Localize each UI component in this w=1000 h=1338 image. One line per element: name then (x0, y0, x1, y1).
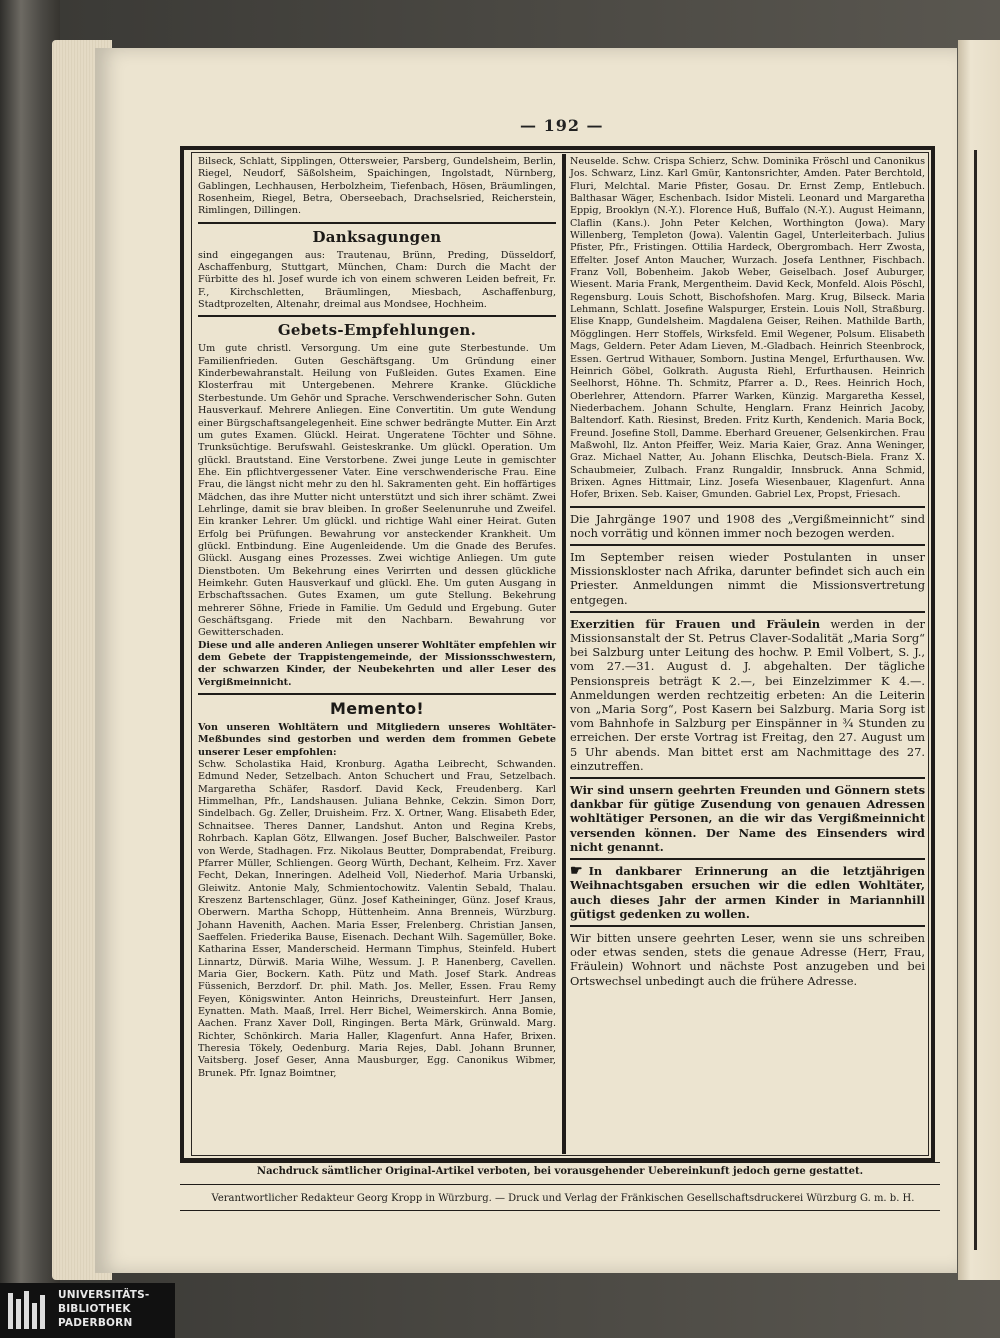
footer-rule (180, 1210, 940, 1211)
book-spine (0, 0, 60, 1338)
section-rule (570, 777, 925, 779)
memento-names: Schw. Scholastika Haid, Kronburg. Agatha Leibrecht, Schwanden. Edmund Neder, Setzelbach. Anton Schuchert und Frau, Setzelbach. Margaretha Schäfer, Rasdorf. David Keck, Freudenberg. Karl Himmelhan, Pfr., Landshausen. Juliana Behnke, Cekzin. Simon Dorr, Sindelbach. Gg. Zeller, Druisheim. Frz. X. Ortner, Wang. Elisabeth Eder, Schnaitsee. Theres Danner, Landshut. Anton und Regina Krebs, Rohrbach. Kaplan Götz, Ellwangen. Josef Bucher, Balschweiler. Pastor von Werde, Stadhagen. Frz. Nikolaus Beutter, Domprabendat, Freiburg. Pfarrer Müller, Schliengen. Georg Würth, Dechant, Kelheim. Frz. Xaver Fecht, Dekan, Inneringen. Adelheid Voll, Niederhof. Maria Urbanski, Gleiwitz. Antonie Maly, Schmientochowitz. Valentin Sebald, Thalau. Kreszenz Bartenschlager, Günz. Josef Katheininger, Günz. Josef Kraus, Oberwern. Martha Schopp, Hüttenheim. Anna Brenneis, Würzburg. Johann Havenith, Aachen. Maria Esser, Frelenberg. Christian Jansen, Saeffelen. Friederika Bause, Eisenach. Dechant Wilh. Sagemüller, Boke. Katharina Esser, Manderscheid. Hermann Timphus, Steinfeld. Hubert Linnartz, Dürwiß. Maria Wilhe, Wessum. J. P. Hanenberg, Cavellen. Maria Gier, Bockern. Kath. Pütz und Math. Josef Stark. Andreas Füssenich, Berzdorf. Dr. phil. Math. Jos. Meller, Essen. Frau Remy Feyen, Königswinter. Anton Heinrichs, Dreusteinfurt. Herr Jansen, Eynatten. Math. Maaß, Irrel. Herr Bichel, Weimerskirch. Anna Bomie, Aachen. Franz Xaver Doll, Ringingen. Berta Märk, Grünwald. Marg. Richter, Schönkirch. Maria Haller, Klagenfurt. Anna Hafer, Brixen. Theresia Tökely, Oedenburg. Maria Rejes, Dabl. Johann Brunner, Vaitsberg. Josef Geser, Anna Mausburger, Egg. Canonikus Wibmer, Brunek. Pfr. Ignaz Boimtner, (198, 759, 556, 1079)
notice-address-change: Wir bitten unsere geehrten Leser, wenn sie uns schreiben oder etwas senden, stets die genaue Adresse (Herr, Frau, Fräulein) Wohnort und nächste Post anzugeben und bei Ortswechsel unbedingt auch die frühere Adresse. (570, 930, 925, 988)
page-number: — 192 — (520, 116, 604, 135)
left-column (198, 156, 556, 1080)
place-list-intro: Bilseck, Schlatt, Sipplingen, Ottersweier, Parsberg, Gundelsheim, Berlin, Riegel, Neudorf, Säßolsheim, Spaichingen, Ingolstadt, Nürnberg, Gablingen, Lechhausen, Herbolzheim, Tiefenbach, Hösen, Bräumlingen, Rosenheim, Riegel, Betra, Oberseebach, Drachselsried, Reicherstein, Rimlingen, Dillingen. (198, 156, 556, 217)
notice-christmas (570, 864, 925, 921)
notice-addresses: Wir sind unsern geehrten Freunden und Gönnern stets dankbar für gütige Zusendung von genauen Adressen wohltätiger Personen, an die wir das Vergißmeinnicht versenden können. Der Name des Einsenders wird nicht genannt. (570, 783, 925, 854)
notice-back-issues: Die Jahrgänge 1907 und 1908 des „Vergißmeinnicht“ sind noch vorrätig und können immer noch bezogen werden. (570, 511, 925, 540)
notice-retreats (570, 617, 925, 773)
next-page-frame (974, 150, 1000, 1250)
section-rule (570, 506, 925, 508)
publisher-imprint: Verantwortlicher Redakteur Georg Kropp in Würzburg. — Druck und Verlag der Fränkischen Gesellschaftsdruckerei Würzburg G. m. b. H. (211, 1193, 915, 1204)
section-rule (198, 315, 556, 317)
library-watermark (0, 1283, 175, 1338)
notice-postulants: Im September reisen wieder Postulanten in unser Missionskloster nach Afrika, darunter befindet sich auch ein Priester. Anmeldungen nimmt die Missionsvertretung entgegen. (570, 550, 925, 607)
notice-retreats-lead: Exerzitien für Frauen und Fräulein (570, 616, 821, 631)
danksagungen-heading: Danksagungen (312, 227, 442, 246)
reprint-note: Nachdruck sämtlicher Original-Artikel verboten, bei vorausgehender Uebereinkunft jedoch gerne gestattet. (256, 1166, 864, 1177)
footer-rule (180, 1162, 940, 1163)
memento-heading: Memento! (329, 699, 425, 719)
library-name-line1: UNIVERSITÄTS- (58, 1289, 150, 1301)
section-rule (570, 925, 925, 927)
library-name (58, 1288, 149, 1330)
notice-christmas-text: In dankbarer Erinnerung an die letztjährigen Weihnachtsgaben ersuchen wir die edlen Wohltäter, auch dieses Jahr der armen Kinder in Mariannhill gütigst gedenken zu wollen. (570, 864, 925, 921)
library-name-line3: PADERBORN (58, 1317, 133, 1329)
section-rule (570, 858, 925, 860)
section-rule (198, 693, 556, 695)
section-rule (570, 611, 925, 613)
memento-intro: Von unseren Wohltätern und Mitgliedern unseres Wohltäter-Meßbundes sind gestorben und werden dem frommen Gebete unserer Leser empfohlen: (198, 722, 556, 758)
memento-names-continued: Neuselde. Schw. Crispa Schierz, Schw. Dominika Fröschl und Canonikus Jos. Schwarz, Linz. Karl Gmür, Kantonsrichter, Amden. Pater Berchtold, Fluri, Melchtal. Marie Pfister, Gosau. Dr. Ernst Zemp, Entlebuch. Balthasar Wäger, Eschenbach. Isidor Misteli. Leonard und Margaretha Eppig, Brooklyn (N.-Y.). Florence Huß, Buffalo (N.-Y.). August Heimann, Claflin (Kans.). John Peter Kelchen, Worthington (Jowa). Mary Willenberg, Templeton (Jowa). Valentin Gagel, Unterleiterbach. Julius Pfister, Pfr., Fristingen. Ottilia Hardeck, Obergrombach. Herr Zwosta, Effelter. Josef Anton Maucher, Wurzach. Josefa Lenthner, Fischbach. Franz Voll, Bobenheim. Jakob Weber, Geiselbach. Josef Auburger, Wiesent. Maria Frank, Mergentheim. David Keck, Monfeld. Alois Pöschl, Regensburg. Louis Schott, Bischofshofen. Marg. Krug, Bilseck. Maria Lehmann, Schlatt. Josefine Walspurger, Erstein. Louis Noll, Straßburg. Elise Knapp, Gundelsheim. Magdalena Geiser, Reihen. Mathilde Barth, Mögglingen. Herr Stoffels, Wirksfeld. Emil Wegener, Polsum. Elisabeth Mags, Geldern. Peter Adam Lieven, M.-Gladbach. Heinrich Steenbrock, Essen. Gertrud Withauer, Somborn. Justina Mengel, Erfurthausen. Ww. Heinrich Göbel, Golkrath. Augusta Riehl, Erfurthausen. Heinrich Seelhorst, Höhne. Th. Schmitz, Pfarrer a. D., Rees. Heinrich Hoch, Oberlehrer, Attendorn. Pfarrer Warken, Künzig. Margaretha Kessel, Niederbachem. Johann Schulte, Henglarn. Franz Heinrich Jacoby, Baltendorf. Kath. Riesinst, Breden. Fritz Kurth, Kendenich. Maria Bock, Freund. Josefine Stoll, Damme. Eberhard Greuener, Gelsenkirchen. Frau Maßwohl, Ilz. Anton Pfeiffer, Weiz. Maria Kaier, Graz. Anna Weninger, Graz. Michael Natter, Au. Johann Elischka, Deutsch-Biela. Franz X. Schaubmeier, Zulbach. Franz Rungaldir, Innsbruck. Anna Schmid, Brixen. Agnes Hittmair, Linz. Josefa Wiesenbauer, Klagenfurt. Anna Hofer, Brixen. Seb. Kaiser, Gmunden. Gabriel Lex, Propst, Friesach. (570, 156, 925, 501)
section-rule (198, 222, 556, 224)
pointing-hand-icon: ☛ (570, 863, 583, 880)
next-page-edge (958, 40, 1000, 1280)
library-logo-icon (6, 1289, 50, 1333)
library-name-line2: BIBLIOTHEK (58, 1303, 131, 1315)
notice-retreats-body: werden in der Missionsanstalt der St. Petrus Claver-Sodalität „Maria Sorg“ bei Salzburg unter Leitung des hochw. P. Emil Volbert, S. J., vom 27.—31. August d. J. abgehalten. Der tägliche Pensionspreis beträgt K 2.—, bei Einzelzimmer K 4.—. Anmeldungen werden rechtzeitig erbeten: An die Leiterin von „Maria Sorg“, Post Kasern bei Salzburg. Maria Sorg ist vom Bahnhofe in Salzburg per Einspänner in ¾ Stunden zu erreichen. Der erste Vortrag ist Freitag, den 27. August um 5 Uhr abends. Man bittet erst am Nachmittage des 27. einzutreffen. (570, 616, 925, 773)
footer-rule (180, 1184, 940, 1185)
gebets-closing: Diese und alle anderen Anliegen unserer Wohltäter empfehlen wir dem Gebete der Trappistengemeinde, der Missionsschwestern, der schwarzen Kinder, der Neubekehrten und aller Leser des Vergißmeinnicht. (198, 639, 556, 688)
gebets-text: Um gute christl. Versorgung. Um eine gute Sterbestunde. Um Familienfrieden. Guten Geschäftsgang. Um Gründung einer Kinderbewahranstalt. Heilung von Fußleiden. Gutes Examen. Eine Klosterfrau mit Untergebenen. Mehrere Kranke. Glückliche Sterbestunde. Um Gehör und Sprache. Verschwenderischer Sohn. Guten Hausverkauf. Mehrere Anliegen. Eine Convertitin. Um gute Wendung einer Bürgschaftsangelegenheit. Eine schwer bedrängte Mutter. Ein Arzt um gutes Examen. Glückl. Heirat. Ungeratene Töchter und Söhne. Trunksüchtige. Berufswahl. Geisteskranke. Um glückl. Operation. Um glückl. Brautstand. Eine Verstorbene. Zwei junge Leute in gemischter Ehe. Ein pflichtvergessener Vater. Eine verschwenderische Frau. Eine Frau, die längst nicht mehr zu den hl. Sakramenten geht. Ein hoffärtiges Mädchen, das ihre Mutter nicht unterstützt und sich ihrer schämt. Zwei Lehrlinge, damit sie brav bleiben. In großer Seelenunruhe und Zweifel. Ein kranker Lehrer. Um glückl. und richtige Wahl einer Heirat. Guten Erfolg bei Prüfungen. Bewahrung vor ansteckender Krankheit. Um glückl. Entbindung. Eine Augenleidende. Um die Gnade des Berufes. Glückl. Ausgang eines Prozesses. Zwei wichtige Anliegen. Um gute Dienstboten. Um Bekehrung eines Verirrten und dessen glückliche Heimkehr. Guten Hausverkauf und glückl. Ehe. Um guten Ausgang in Erbschaftssachen. Gutes Examen, um gute Stellung. Bekehrung mehrerer Söhne, Friede in Familie. Um Geduld und Ergebung. Guter Geschäftsgang. Friede mit den Nachbarn. Bewahrung vor Gewitterschaden. (198, 343, 556, 639)
right-column (570, 156, 925, 990)
danksagungen-text: sind eingegangen aus: Trautenau, Brünn, Preding, Düsseldorf, Aschaffenburg, Stuttgart, München, Cham: Durch die Macht der Fürbitte des hl. Josef wurde ich von einem schweren Leiden befreit, Fr. F., Kirchschletten, Bräumlingen, Miesbach, Aschaffenburg, Stadtprozelten, Altenahr, dreimal aus Mondsee, Hochheim. (198, 249, 556, 311)
section-rule (570, 544, 925, 546)
gebets-heading: Gebets-Empfehlungen. (277, 321, 477, 340)
column-divider (562, 154, 566, 1154)
